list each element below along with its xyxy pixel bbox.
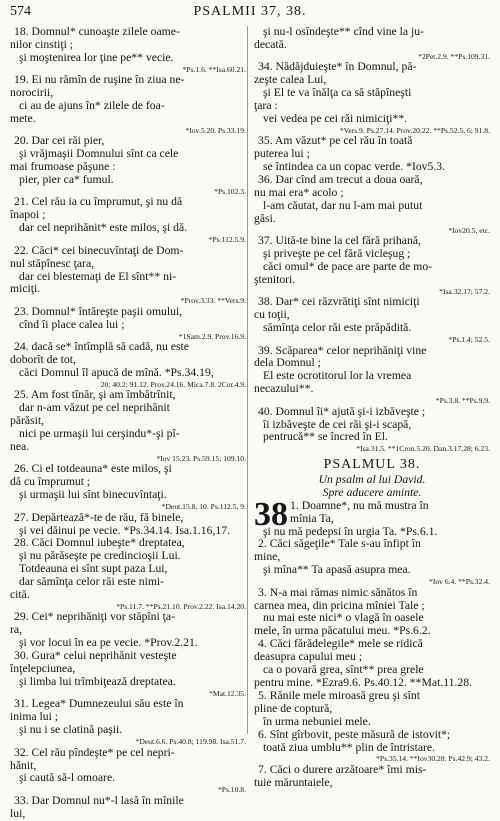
verse-line: 25. Am fost tînăr, şi am îmbătrînit, <box>14 388 176 402</box>
verse-line: ra, <box>10 623 23 637</box>
verse-line: nici pe urmaşii lui cerşindu*-şi pî- <box>19 427 180 441</box>
verse-line: găsi. <box>254 211 276 225</box>
verse-line: dela Domnul ; <box>254 356 321 370</box>
verse-line: pline de coptură, <box>254 701 333 715</box>
verse-line: 7. Căci o durere arzătoare* îmi mis- <box>258 762 427 776</box>
verse-line: hănit, <box>10 758 37 772</box>
cross-reference: *Isa.31.5. **1Cron.5.20. Dan.3.17,28; 6.23. <box>356 444 490 454</box>
cross-reference: *Ps.102.3. <box>214 186 246 196</box>
cross-reference: *Iov 15.23. Ps.59.15; 109.10. <box>156 453 246 463</box>
cross-reference: *1Sam.2.9. Prov.16.9. <box>178 331 246 341</box>
verse-line: şi mîna** Ta apasă asupra mea. <box>263 563 411 577</box>
cross-reference: *Iov.5.20. Ps.33.19. <box>185 125 246 135</box>
verse-line: şi vrăjmaşii Domnului sînt ca cele <box>19 147 179 161</box>
verse-line: l-am căutat, dar nu l-am mai putut <box>263 198 423 212</box>
verse-line: şi nu i se clatină paşii. <box>19 723 123 737</box>
verse-line: şi nu părăseşte pe credincioşii Lui. <box>19 549 181 563</box>
verse-line: 34. Nădăjduieşte* în Domnul, pă- <box>258 60 417 74</box>
verse-line: şi moştenirea lor ţine pe** vecie. <box>19 50 174 64</box>
verse-line: miciţi. <box>10 282 41 296</box>
verse-line: mine, <box>254 550 281 564</box>
verse-line: căci Domnul îl apucă de mînă. *Ps.34.19, <box>19 365 214 379</box>
page-number: 574 <box>10 4 31 19</box>
verse-line: 6. Sînt gîrbovit, peste măsură de istovit*; <box>258 727 451 741</box>
verse-line: puterea lui ; <box>254 147 310 161</box>
verse-line: dar cel neprihănit* este milos, şi dă. <box>19 221 188 235</box>
cross-reference: *2Pet.2.9. **Ps.109.31. <box>418 51 490 61</box>
verse-line: 37. Uită-te bine la cel fără prihană, <box>258 234 421 248</box>
verse-line: cu toţii, <box>254 308 290 322</box>
verse-line: şi limba lui trîmbiţează dreptatea. <box>19 674 176 688</box>
verse-line: nea. <box>10 439 30 453</box>
cross-reference: *Vers.9. Ps.27.14. Prov.20.22. **Ps.52.5, 6; 91.8. <box>339 125 490 135</box>
verse-line: tuie măruntaiele, <box>254 775 333 789</box>
column-divider <box>247 26 248 734</box>
cross-reference: *Ps.35.14. **Iov30.28. Ps.42.9; 43.2. <box>376 754 490 764</box>
verse-line: mele, în urma păcatului meu. *Ps.6.2. <box>254 624 431 638</box>
verse-line: 4. Căci fărădelegile* mele se ridică <box>258 637 423 651</box>
verse-line: cită. <box>10 588 30 602</box>
cross-reference: *Deut.6.6. Ps.40.8; 119.98. Isa.51.7. <box>135 737 246 747</box>
verse-line: 28. Căci Domnul iubeşte* dreptatea, <box>14 536 185 550</box>
cross-reference: *Ps.112.5.9. <box>208 235 246 245</box>
left-column <box>10 26 246 821</box>
verse-line: 35. Am văzut* pe cel rău în toată <box>258 134 413 148</box>
verse-line: dă cu împrumut ; <box>10 475 91 489</box>
verse-line: nu mai era* acolo ; <box>254 185 344 199</box>
verse-line: inima lui ; <box>10 710 59 724</box>
cross-reference: 20; 40.2; 91.12. Prov.24.16. Mica.7.8. 2Cor.4.9. <box>100 379 246 389</box>
cross-reference: *Ps.1.6. **Isa.60.21. <box>182 64 246 74</box>
cross-reference: *Isa.32.17; 57.2. <box>439 286 490 296</box>
verse-line: ştenitori. <box>254 272 296 286</box>
psalm-number-dropcap: 38 <box>254 495 288 533</box>
verse-line: 32. Cel rău pîndeşte* pe cel nepri- <box>14 745 175 759</box>
cross-reference: *Deut.15.8, 10. Ps.112.5, 9. <box>161 502 246 512</box>
verse-line: 22. Căci* cei binecuvîntaţi de Dom- <box>14 243 184 257</box>
verse-line: Totdeauna ei sînt supt paza Lui, <box>19 562 168 576</box>
verse-line: în urma nebuniei mele. <box>263 714 371 728</box>
verse-line: 3. N-a mai rămas nimic sănătos în <box>258 585 418 599</box>
verse-line: mînia Ta, <box>290 511 334 525</box>
verse-line: 30. Gura* celui neprihănit vesteşte <box>14 649 177 663</box>
verse-line: şi nu-l osîndeşte** cînd vine la ju- <box>263 25 424 38</box>
verse-line: vei vedea pe cei răi nimiciţi**. <box>263 111 408 125</box>
verse-line: înţelepciunea, <box>10 662 76 676</box>
verse-line: norocirii, <box>10 86 54 100</box>
verse-line: 24. dacă se* întîmplă să cadă, nu este <box>14 340 189 354</box>
verse-line: dar n-am văzut pe cel neprihănit <box>19 401 170 415</box>
verse-line: ca o povară grea, sînt** prea grele <box>263 663 424 677</box>
verse-line: şi vei dăinui pe vecie. *Ps.34.14. Isa.1.16,17. <box>19 523 230 537</box>
verse-line: nul stăpînesc ţara, <box>10 256 95 270</box>
verse-line: carnea mea, din pricina mîniei Tale ; <box>254 598 425 612</box>
verse-line: 19. Ei nu rămîn de ruşine în ziua ne- <box>14 73 185 87</box>
verse-line: 18. Domnul* cunoaşte zilele oame- <box>14 25 180 38</box>
verse-line: ci au de ajuns în* zilele de foa- <box>19 99 165 113</box>
verse-line: 27. Depărtează*-te de rău, fă binele, <box>14 510 184 524</box>
verse-line: 20. Dar cei răi pier, <box>14 134 105 148</box>
psalm-superscription: Un psalm al lui David. <box>318 472 426 486</box>
cross-reference: *Mat.12.35. <box>209 688 246 698</box>
verse-line: zeşte calea Lui, <box>254 73 327 87</box>
verse-line: 29. Cei* neprihăniţi vor stăpîni ţa- <box>14 610 175 624</box>
verse-line: nu mai este nici* o vlagă în oasele <box>263 611 424 625</box>
verse-line: necazului**. <box>254 382 314 396</box>
verse-line: părăsit, <box>10 414 45 428</box>
verse-line: 39. Scăparea* celor neprihăniţi vine <box>258 343 427 357</box>
cross-reference: *Prov.3.33. **Vers.9. <box>180 296 246 306</box>
verse-line: se întindea ca un copac verde. *Iov5.3. <box>263 160 446 174</box>
verse-line: deasupra capului meu ; <box>254 650 363 664</box>
verse-line: doborît de tot, <box>10 353 76 367</box>
verse-line: 38. Dar* cei răzvrătiţi sînt nimiciţi <box>258 295 420 309</box>
cross-reference: *Ps.11.7. **Ps.21.10. Prov.2.22. Isa.14.20. <box>116 601 246 611</box>
verse-line: şi El te va înălţa ca să stăpîneşti <box>263 86 412 100</box>
verse-line: 1. Doamne*, nu mă mustra în 38 <box>254 495 429 533</box>
verse-line: pentrucă** se încred în El. <box>263 430 388 444</box>
verse-line: cînd îi place calea lui ; <box>19 317 125 331</box>
verse-line: nilor cinstiţi ; <box>10 37 73 51</box>
cross-reference: *Ps.3.8. **Ps.9.9. <box>435 396 490 406</box>
verse-line: îi izbăveşte de cei răi şi-i scapă, <box>263 417 412 431</box>
verse-line: 5. Rănile mele miroasă greu şi sînt <box>258 688 420 702</box>
verse-line: 2. Căci săgeţile* Tale s-au înfipt în <box>258 537 421 551</box>
verse-line: 40. Domnul îi* ajută şi-i izbăveşte ; <box>258 404 426 418</box>
psalm-heading: PSALMUL 38. <box>323 456 421 472</box>
verse-line: mete. <box>10 111 36 125</box>
verse-line: 31. Legea* Dumnezeului său este în <box>14 697 184 711</box>
running-title: PSALMII 37, 38. <box>193 4 307 19</box>
psalm-superscription: Spre aducere aminte. <box>322 485 422 499</box>
verse-line: El este ocrotitorul lor la vremea <box>263 369 412 383</box>
verse-line: 33. Dar Domnul nu*-l lasă în mînile <box>14 793 184 807</box>
verse-line: şi caută să-l omoare. <box>19 771 116 785</box>
verse-line: şi priveşte pe cel fără vicleşug ; <box>263 247 411 261</box>
cross-reference: *Iov20.5, etc. <box>448 225 490 235</box>
verse-line: căci omul* de pace are parte de mo- <box>263 260 433 273</box>
verse-line: pentru mine. *Ezra9.6. Ps.40.12. **Mat.11.28. <box>254 675 473 689</box>
verse-line: lui, <box>10 806 26 820</box>
verse-line: dar sămînţa celor răi este nimi- <box>19 575 165 589</box>
verse-line: ţara : <box>254 99 278 113</box>
right-column <box>254 26 490 790</box>
verse-line: înapoi ; <box>10 208 46 222</box>
page-header <box>10 4 490 24</box>
cross-reference: *Iov 6.4. **Ps.32.4. <box>429 577 490 587</box>
verse-line: pier, pier ca* fumul. <box>19 173 114 187</box>
cross-reference: *Ps.1.4; 52.5. <box>448 335 490 345</box>
verse-line: 26. Ci el totdeauna* este milos, şi <box>14 462 172 476</box>
verse-line: 36. Dar cînd am trecut a doua oară, <box>258 173 423 187</box>
verse-line: 21. Cel rău ia cu împrumut, şi nu dă <box>14 195 183 209</box>
verse-line: şi nu mă pedepsi în urgia Ta. *Ps.6.1. <box>263 524 438 538</box>
cross-reference: *Ps.10.8. <box>217 785 246 795</box>
verse-line: dar cei blestemaţi de El sînt** ni- <box>19 269 177 283</box>
verse-line: şi urmaşii lui sînt binecuvîntaţi. <box>19 488 167 502</box>
verse-line: 23. Domnul* întăreşte paşii omului, <box>14 304 183 318</box>
verse-line: mai frumoase păşune : <box>10 160 116 174</box>
verse-line: sămînţa celor răi este prăpădită. <box>263 321 412 335</box>
verse-line: toată ziua umblu** plin de întristare. <box>263 740 436 754</box>
verse-line: şi vor locui în ea pe vecie. *Prov.2.21. <box>19 636 198 650</box>
verse-line: decată. <box>254 37 287 51</box>
